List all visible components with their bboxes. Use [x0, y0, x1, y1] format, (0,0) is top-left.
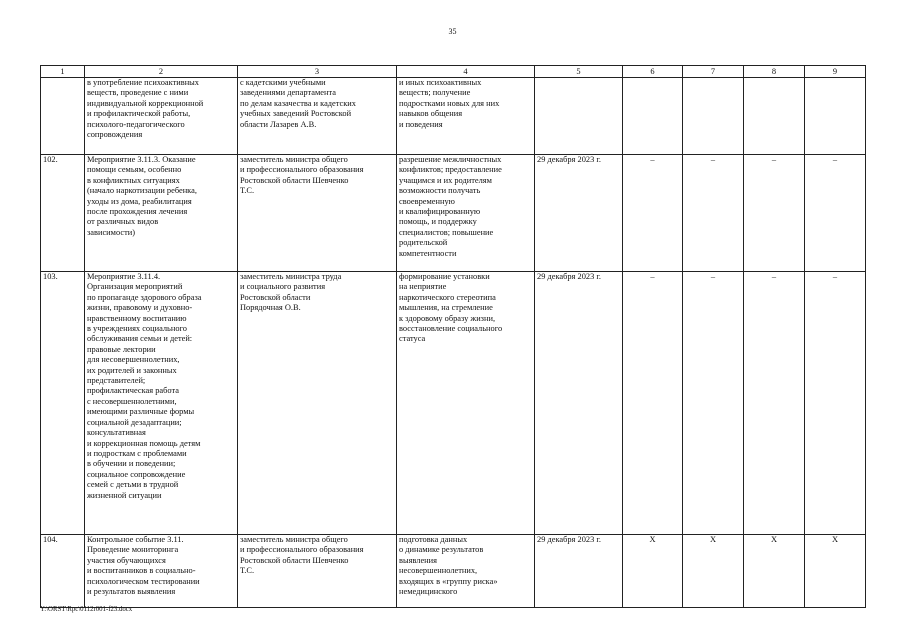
column-header-6: 6 [623, 66, 683, 78]
row-number: 103. [41, 272, 85, 535]
column-9-cell: Х [805, 535, 866, 608]
result-cell: и иных психоактивных веществ; получение подростками новых для них навыков общения и поведения [397, 78, 535, 155]
column-9-cell: – [805, 155, 866, 272]
responsible-cell: заместитель министра труда и социального развития Ростовской области Порядочная О.В. [238, 272, 397, 535]
date-cell: 29 декабря 2023 г. [535, 535, 623, 608]
table-row [41, 535, 866, 608]
column-header-8: 8 [744, 66, 805, 78]
activity-cell: Мероприятие 3.11.4. Организация мероприятий по пропаганде здорового образа жизни, правовому и духовно- нравственному воспитанию в учреждениях социального обслуживания семьи и детей: правовые лектории для несовершеннолетних, их родителей и законных представителей; профилактическая работа с несовершеннолетними, имеющими различные формы социальной дезадаптации; консультативная и коррекционная помощь детям и подросткам с проблемами в обучении и поведении; социальное сопровождение семей с детьми в трудной жизненной ситуации [85, 272, 238, 535]
column-header-7: 7 [683, 66, 744, 78]
column-8-cell: – [744, 155, 805, 272]
responsible-cell: заместитель министра общего и профессионального образования Ростовской области Шевченко Т.С. [238, 535, 397, 608]
column-9-cell [805, 78, 866, 155]
column-9-cell: – [805, 272, 866, 535]
plan-table [40, 65, 866, 608]
column-header-9: 9 [805, 66, 866, 78]
row-number: 104. [41, 535, 85, 608]
activity-cell: Мероприятие 3.11.3. Оказание помощи семьям, особенно в конфликтных ситуациях (начало наркотизации ребенка, уходы из дома, реабилитация после прохождения лечения от различных видов зависимости) [85, 155, 238, 272]
column-7-cell: Х [683, 535, 744, 608]
responsible-cell: заместитель министра общего и профессионального образования Ростовской области Шевченко Т.С. [238, 155, 397, 272]
date-cell [535, 78, 623, 155]
column-8-cell: Х [744, 535, 805, 608]
column-header-3: 3 [238, 66, 397, 78]
column-8-cell: – [744, 272, 805, 535]
table-row [41, 78, 866, 155]
activity-cell: в употребление психоактивных веществ, проведение с ними индивидуальной коррекционной и профилактической работы, психолого-педагогического сопровождения [85, 78, 238, 155]
header-row [41, 66, 866, 78]
column-7-cell [683, 78, 744, 155]
responsible-cell: с кадетскими учебными заведениями департамента по делам казачества и кадетских учебных заведений Ростовской области Лазарев А.В. [238, 78, 397, 155]
column-header-2: 2 [85, 66, 238, 78]
column-header-1: 1 [41, 66, 85, 78]
table-row [41, 272, 866, 535]
row-number [41, 78, 85, 155]
table-row [41, 155, 866, 272]
row-number: 102. [41, 155, 85, 272]
column-header-4: 4 [397, 66, 535, 78]
page-number: 35 [448, 27, 457, 36]
date-cell: 29 декабря 2023 г. [535, 272, 623, 535]
column-8-cell [744, 78, 805, 155]
result-cell: формирование установки на неприятие наркотического стереотипа мышления, на стремление к здоровому образу жизни, восстановление социального статуса [397, 272, 535, 535]
column-6-cell: Х [623, 535, 683, 608]
column-6-cell: – [623, 272, 683, 535]
activity-cell: Контрольное событие 3.11. Проведение мониторинга участия обучающихся и воспитанников в социально- психологическом тестировании и результатов выявления [85, 535, 238, 608]
date-cell: 29 декабря 2023 г. [535, 155, 623, 272]
column-7-cell: – [683, 272, 744, 535]
column-6-cell: – [623, 155, 683, 272]
column-6-cell [623, 78, 683, 155]
column-header-5: 5 [535, 66, 623, 78]
result-cell: разрешение межличностных конфликтов; предоставление учащимся и их родителям возможности получать своевременную и квалифицированную помощь, и поддержку специалистов; повышение родительской компетентности [397, 155, 535, 272]
file-path-footer: Y:\ORST\Rpc\0112r001-f23.docx [40, 606, 133, 613]
column-7-cell: – [683, 155, 744, 272]
result-cell: подготовка данных о динамике результатов выявления несовершеннолетних, входящих в «группу риска» немедицинского [397, 535, 535, 608]
